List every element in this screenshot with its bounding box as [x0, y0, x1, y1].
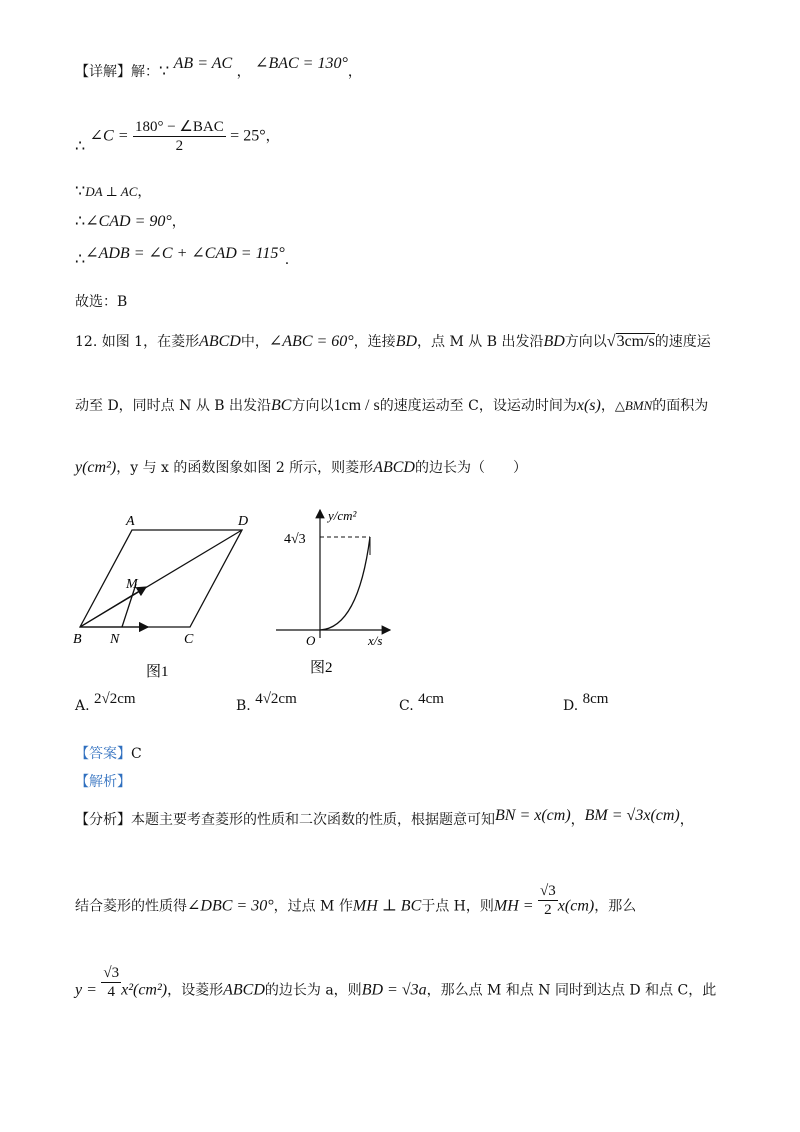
fraction-denominator: 4: [107, 984, 115, 1000]
option-letter: C.: [399, 698, 414, 714]
analysis-text: ，那么点 M 和点 N 同时到达点 D 和点 C，此: [426, 982, 717, 999]
comma: ，: [137, 184, 152, 200]
fraction-numerator: √3: [540, 883, 556, 899]
answer-line: [75, 744, 142, 764]
mh-perp-bc: MH ⊥ BC: [352, 897, 422, 915]
result-25: = 25°: [230, 127, 266, 145]
x-axis-label: x/s: [368, 633, 383, 648]
analysis-text: 本题主要考查菱形的性质和二次函数的性质，根据题意可知: [131, 812, 495, 828]
option-b[interactable]: [236, 691, 297, 715]
question-text: 方向以: [564, 334, 607, 350]
bn-eq: BN = x(cm): [495, 807, 571, 824]
detail-line-4: [75, 212, 186, 232]
option-value: 4√2cm: [255, 691, 297, 707]
y-max-label: 4√3: [284, 532, 306, 547]
analysis-text: 的边长为 a，则: [264, 982, 362, 999]
y-lhs: y =: [75, 981, 97, 999]
y-fraction: [101, 964, 121, 1001]
area-y: y(cm²): [75, 459, 117, 476]
question-text: ，连接: [353, 334, 396, 350]
question-text: ，: [600, 398, 615, 414]
option-c[interactable]: [399, 691, 444, 715]
speed-m: √3cm/s: [606, 333, 655, 350]
da-perp-ac: DA ⊥ AC: [85, 184, 138, 199]
comma: ，: [265, 128, 280, 145]
therefore-symbol: ∴: [75, 213, 86, 230]
segment-bc: BC: [271, 397, 292, 414]
question-text: 的速度运: [654, 334, 711, 350]
analysis-text: 结合菱形的性质得: [75, 898, 187, 915]
question-text: 如图 1，在菱形: [101, 334, 200, 350]
question-text: 中，: [240, 334, 269, 350]
detail-line-3: [75, 182, 151, 202]
label-d: D: [238, 514, 249, 529]
analysis-text: ，那么: [594, 898, 637, 915]
analysis-label: 【解析】: [75, 774, 131, 790]
analysis-text: ，过点 M 作: [273, 898, 353, 915]
mh-rhs: x(cm): [557, 897, 595, 915]
question-text: ，y 与 x 的函数图象如图 2 所示，则菱形: [116, 460, 374, 476]
angle-abc-60: ∠ABC = 60°: [268, 333, 354, 350]
analysis-line-2: [75, 883, 637, 925]
figure-2: [270, 500, 400, 680]
question-text: ，点 M 从 B 出发沿: [417, 334, 544, 350]
option-value: 4cm: [418, 691, 444, 707]
detail-line-5: ∴∠ADB = ∠C + ∠CAD = 115°.: [75, 245, 290, 268]
analysis-line-3: [75, 965, 717, 1009]
angle-c: ∠C =: [89, 127, 129, 145]
label-c: C: [184, 632, 194, 647]
label-b: B: [73, 632, 82, 647]
rhombus-abcd: ABCD: [373, 459, 415, 476]
analysis-text: 于点 H，则: [421, 898, 494, 915]
rhombus-abcd: ABCD: [223, 981, 265, 999]
rhombus-abcd: ABCD: [199, 333, 241, 350]
fraction-denominator: 2: [544, 902, 552, 918]
detail-choice: 故选：B: [75, 294, 128, 310]
fraction-denominator: 2: [175, 138, 184, 154]
figure-1-caption: 图1: [146, 664, 169, 680]
figure-2-caption: 图2: [310, 660, 333, 676]
question-text: 的面积为: [652, 398, 709, 414]
segment-bd: BD: [543, 333, 565, 350]
figure-1: [70, 505, 270, 680]
question-text: 方向以: [291, 398, 334, 414]
bm-eq: BM = √3x(cm): [584, 807, 680, 824]
because-symbol: ∵: [159, 63, 170, 80]
comma: ，: [236, 64, 251, 80]
label-a: A: [126, 514, 135, 529]
option-d[interactable]: [563, 691, 609, 715]
detail-line-2: [75, 118, 280, 155]
cond-bac: ∠BAC = 130°: [255, 55, 348, 72]
fraction-numerator: 180° − ∠BAC: [134, 119, 224, 135]
option-value: 2√2cm: [94, 691, 136, 707]
option-letter: A.: [75, 698, 90, 714]
fraction-c: [133, 118, 226, 155]
therefore-symbol: ∴: [75, 251, 86, 268]
question-line-2: [75, 396, 708, 416]
question-text: 动至 D，同时点 N 从 B 出发沿: [75, 398, 272, 414]
speed-n: 1cm / s: [333, 397, 380, 414]
cond-ab-ac: AB = AC: [173, 55, 233, 72]
answer-value: C: [131, 746, 142, 762]
bd-eq: BD = √3a: [361, 981, 427, 999]
because-symbol: ∵: [75, 183, 86, 200]
question-line-1: [75, 332, 711, 352]
question-number: 12.: [75, 334, 98, 350]
option-letter: D.: [563, 698, 579, 714]
label-n: N: [110, 632, 120, 647]
analysis-bracket: 【分析】: [75, 812, 131, 828]
analysis-line-1: 【分析】本题主要考查菱形的性质和二次函数的性质，根据题意可知BN = x(cm)，BM = √3x(cm)，: [75, 807, 694, 828]
mh-lhs: MH =: [493, 897, 534, 915]
cad-90: ∠CAD = 90°: [85, 213, 172, 230]
answer-label: 【答案】: [75, 746, 131, 762]
origin-label: O: [306, 633, 316, 648]
y-axis-label: y/cm²: [328, 508, 357, 523]
label-m: M: [126, 577, 138, 592]
question-text: 的速度运动至 C，设运动时间为: [379, 398, 577, 414]
fraction-numerator: √3: [103, 965, 120, 981]
detail-bracket: 【详解】: [75, 64, 131, 80]
question-line-3: [75, 458, 527, 478]
mh-fraction: [538, 882, 558, 919]
arrow-bm: [80, 587, 146, 627]
parabola-curve: [320, 537, 370, 630]
time-x: x(s): [576, 397, 601, 414]
analysis-text: ，设菱形: [167, 982, 224, 999]
option-value: 8cm: [582, 691, 609, 707]
comma: ，: [347, 64, 362, 80]
option-a[interactable]: [75, 691, 136, 715]
y-rhs: x²(cm²): [121, 981, 168, 999]
option-letter: B.: [236, 698, 251, 714]
therefore-symbol: ∴: [75, 137, 86, 155]
triangle-bmn: △BMN: [614, 398, 653, 413]
comma: ，: [171, 214, 186, 230]
dbc-30: ∠DBC = 30°: [187, 897, 274, 915]
adb-115: ∠ADB = ∠C + ∠CAD = 115°: [85, 245, 285, 262]
detail-jie: 解：: [131, 64, 159, 80]
segment-bd: BD: [395, 333, 418, 350]
question-text: 的边长为（ ）: [414, 460, 527, 476]
detail-line-1: [75, 55, 362, 82]
